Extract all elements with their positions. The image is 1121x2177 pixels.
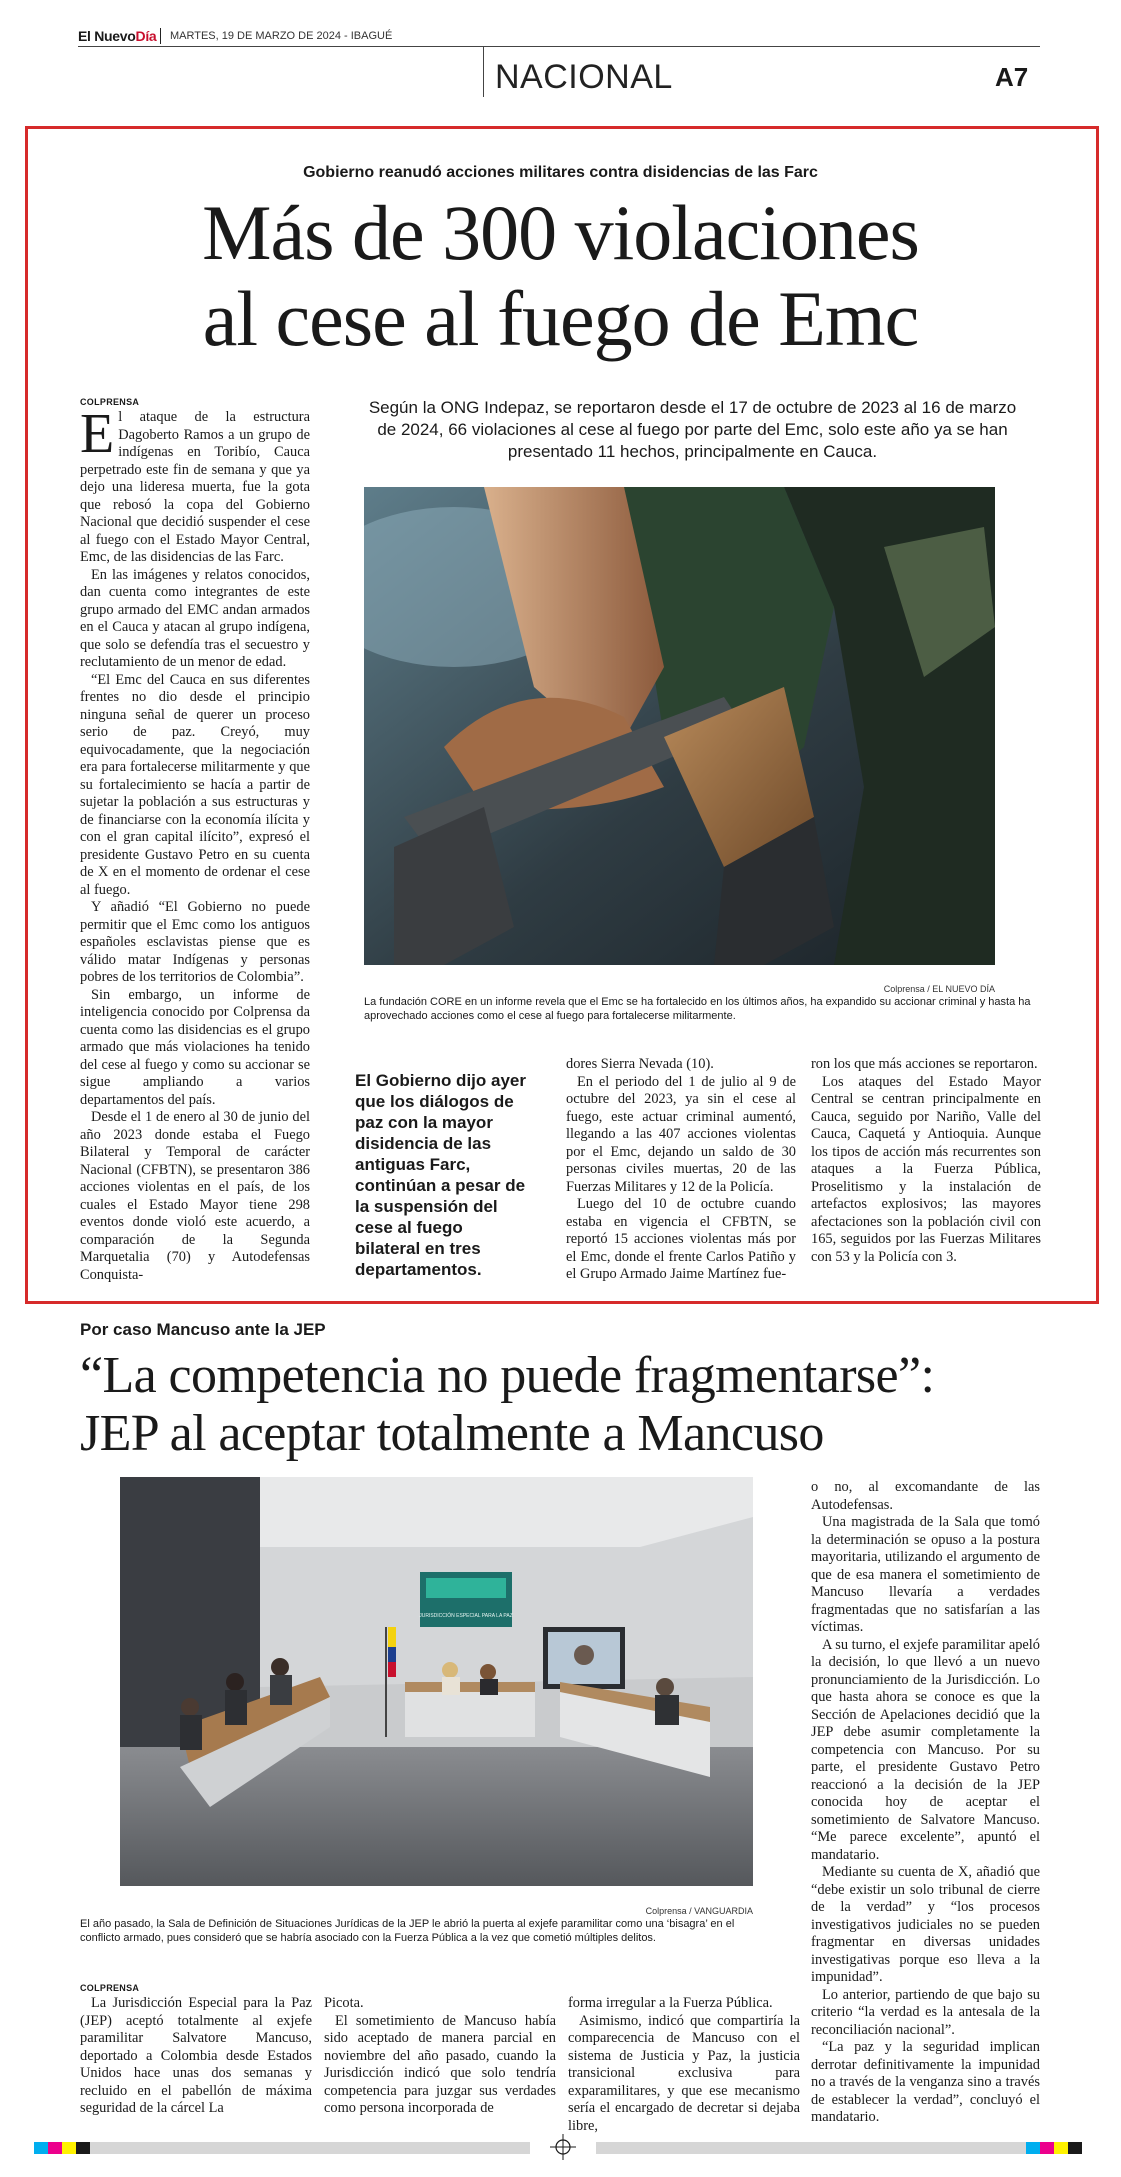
article2-paragraph: “La paz y la seguridad implican derrotar definitivamente la impunidad no a través de la venganza sino a través de establecer la verdad”, concluyó el mandatario. [811, 2039, 1040, 2125]
article2-caption: El año pasado, la Sala de Definición de Situaciones Jurídicas de la JEP le abrió la puerta al exjefe paramilitar como una ‘bisagra’ en el conflicto armado, pues consideró que se habría asociado con la Fuerza Pública a la vez que cometió múltiples delitos. [80, 1918, 735, 1944]
article2-photo-credit: Colprensa / VANGUARDIA [645, 1906, 753, 1916]
section-name: NACIONAL [495, 58, 673, 96]
header-separator [160, 28, 161, 44]
article2-paragraph: Asimismo, indicó que compartiría la comparecencia de Mancuso con el sistema de Justicia y Paz, la justicia transicional exclusiva para exparamilitares, y que ese mecanismo sería el encargado de decretar si dejaba libre, [568, 2012, 800, 2134]
article1-byline: COLPRENSA [80, 397, 140, 407]
article1-headline-line1: Más de 300 violaciones [202, 189, 919, 276]
registration-mark-icon [550, 2134, 576, 2160]
article2-column1 [80, 1995, 312, 2118]
article1-paragraph: Y añadió “El Gobierno no puede permitir que el Emc como los antiguos españoles esclavistas piense que es válido matar Indígenas y personas pobres de los territorios de Colombia”. [80, 899, 310, 985]
yellow-swatch [62, 2142, 76, 2154]
article1-paragraph: “El Emc del Cauca en sus diferentes frentes no dio desde el principio ninguna señal de querer un proceso serio de paz. Creyó, muy equivocadamente, que la negociación era para fortalecerse militarmente y que su fortalecimiento se hacía a partir de sujetar la población a sus estructuras y de financiarse con la economía ilícita y con el gran capital ilícito”, expresó el presidente Gustavo Petro en su cuenta de X en el momento de ordenar el cese al fuego. [80, 671, 310, 898]
logo-text-left: El Nuevo [78, 28, 136, 44]
article1-column3 [566, 1056, 796, 1284]
article2-column-right [811, 1479, 1040, 2127]
article1-headline [80, 190, 1041, 362]
article2-paragraph: forma irregular a la Fuerza Pública. [568, 1995, 773, 2011]
article2-column3 [568, 1995, 800, 2135]
article1-paragraph: En las imágenes y relatos conocidos, dan cuenta como integrantes de este grupo armado del EMC andan armados en el Cauca y atacan al grupo indígena, que solo se defendía tras el secuestro y reclutamiento de un menor de edad. [80, 566, 310, 670]
article1-dropcap: E [80, 403, 115, 465]
article1-paragraph: dores Sierra Nevada (10). [566, 1056, 714, 1072]
article1-subtitle: Según la ONG Indepaz, se reportaron desde el 17 de octubre de 2023 al 16 de marzo de 2024, 66 violaciones al cese al fuego por parte del Emc, solo este año ya se han presentado 11 hechos, principalmente en Cauca. [368, 398, 1017, 461]
article2-byline: COLPRENSA [80, 1983, 140, 1993]
article1-paragraph: ron los que más acciones se reportaron. [811, 1056, 1038, 1072]
article1-caption: La fundación CORE en un informe revela que el Emc se ha fortalecido en los últimos años, ha expandido su accionar criminal y hasta ha aprovechado acciones como el cese al fuego para fortalecerse militarmente. [364, 996, 1031, 1022]
black-swatch [1068, 2142, 1082, 2154]
black-swatch [76, 2142, 90, 2154]
rifle-hand-image [364, 487, 995, 965]
article2-column2 [324, 1995, 556, 2118]
page-number: A7 [995, 62, 1029, 92]
article1-paragraph-text: l ataque de la estructura Dagoberto Ramos a un grupo de indígenas en Toribío, Cauca perpetrado este fin de semana y que ya dejo una lideresa muerta, fue la gota que rebosó la copa del Gobierno Nacional que decidió suspender el cese al fuego con el Estado Mayor Central, Emc, de las disidencias de las Farc. [80, 409, 310, 565]
article2-paragraph: Mediante su cuenta de X, añadió que “debe existir un solo tribunal de cierre de la verdad” y “los procesos investigativos judiciales no se pueden fragmentar en diversas unidades investigativas porque eso lleva a la impunidad”. [811, 1864, 1040, 1985]
cyan-swatch [1026, 2142, 1040, 2154]
magenta-swatch [1040, 2142, 1054, 2154]
article1-column4 [811, 1056, 1041, 1266]
article1-paragraph: Luego del 10 de octubre cuando estaba en vigencia el CFBTN, se reportó 15 acciones violentas más por el Emc, donde el frente Carlos Patiño y el Grupo Armado Jaime Martínez fue- [566, 1196, 796, 1282]
article1-pullquote: El Gobierno dijo ayer que los diálogos de paz con la mayor disidencia de las antiguas Farc, continúan a pesar de la suspensión del cese al fuego bilateral en tres departamentos. [355, 1071, 526, 1279]
article1-paragraph [80, 403, 310, 567]
article1-photo [364, 487, 995, 965]
article2-paragraph: Picota. [324, 1995, 364, 2011]
article1-paragraph: En el periodo del 1 de julio al 9 de octubre del 2023, ya sin el cese al fuego, este actuar criminal aumentó, llegando a las 407 acciones violentas por el Emc, dejando un saldo de 30 personas civiles muertas, 20 de las Fuerzas Militares y 12 de la Policía. [566, 1073, 796, 1195]
gray-swatch [596, 2142, 1026, 2154]
article1-paragraph: Desde el 1 de enero al 30 de junio del año 2023 donde estaba el Fuego Bilateral y Temporal de carácter Nacional (CFBTN), se presentaron 386 acciones violentas en el país, de los cuales el Estado Mayor tiene 298 eventos donde violó este acuerdo, a comparación de la Segunda Marquetalia (70) y Autodefensas Conquista- [80, 1109, 310, 1283]
logo-text-right: Día [135, 28, 157, 44]
jep-screen-text: JURISDICCIÓN ESPECIAL PARA LA PAZ [419, 1613, 513, 1619]
article1-column1 [80, 403, 310, 1284]
article1-photo-credit: Colprensa / EL NUEVO DÍA [883, 984, 995, 994]
cyan-swatch [34, 2142, 48, 2154]
article2-paragraph: Una magistrada de la Sala que tomó la determinación se opuso a la postura mayoritaria, utilizando el argumento de que de esa manera el sometimiento de Mancuso llevaría a verdades fragmentadas que no satisfarían a las víctimas. [811, 1514, 1040, 1635]
article1-kicker: Gobierno reanudó acciones militares contra disidencias de las Farc [303, 164, 818, 181]
article2-photo [120, 1477, 753, 1886]
gray-swatch [90, 2142, 530, 2154]
article2-kicker: Por caso Mancuso ante la JEP [80, 1320, 326, 1339]
newspaper-logo [78, 28, 156, 44]
issue-date: MARTES, 19 DE MARZO DE 2024 - IBAGUÉ [170, 30, 393, 42]
article1-paragraph: Sin embargo, un informe de inteligencia conocido por Colprensa da cuenta como las disidencias es el grupo armado que más violaciones ha tenido del cese al fuego y como su accionar se sigue ampliando a varios departamentos del país. [80, 986, 310, 1108]
article2-paragraph: A su turno, el exjefe paramilitar apeló la decisión, lo que llevó a un nuevo pronunciamiento de la Jurisdicción. Lo que hasta ahora se conoce es que la Sección de Apelaciones decidió que la JEP debe asumir completamente la competencia con Mancuso. Por su parte, el presidente Gustavo Petro reaccionó a la decisión de la JEP conocida hoy de aceptar el sometimiento de Salvatore Mancuso. “Me parece excelente”, apuntó el mandatario. [811, 1636, 1040, 1863]
article2-paragraph: Lo anterior, partiendo de que bajo su criterio “la verdad es la antesala de la reconciliación nacional”. [811, 1986, 1040, 2038]
yellow-swatch [1054, 2142, 1068, 2154]
article1-headline-line2: al cese al fuego de Emc [202, 275, 919, 362]
article2-headline-line1: “La competencia no puede fragmentarse”: [80, 1347, 935, 1404]
article1-paragraph: Los ataques del Estado Mayor Central se centran principalmente en Cauca, seguido por Nariño, Valle del Cauca, Caquetá y Antioquia. Aunque los tipos de acción más recurrentes son ataques a la Fuerza Pública, Proselitismo y la instalación de artefactos explosivos; las mayores afectaciones son la población civil con 165, seguidos por las Fuerzas Militares con 53 y la Policía con 3. [811, 1073, 1041, 1265]
article2-paragraph: El sometimiento de Mancuso había sido aceptado de manera parcial en noviembre del año pasado, cuando la Jurisdicción indicó que solo tendría competencia para juzgar sus verdades como persona incorporada de [324, 2012, 556, 2116]
article2-paragraph: La Jurisdicción Especial para la Paz (JEP) aceptó totalmente al exjefe paramilitar Salvatore Mancuso, deportado a Colombia desde Estados Unidos hace unas dos semanas y recluido en el pabellón de máxima seguridad de la cárcel La [80, 1995, 312, 2116]
jep-hearing-image [120, 1477, 753, 1886]
magenta-swatch [48, 2142, 62, 2154]
header-rule [78, 46, 1040, 47]
article2-paragraph: o no, al excomandante de las Autodefensas. [811, 1479, 1040, 1513]
article2-headline-line2: JEP al aceptar totalmente a Mancuso [80, 1405, 824, 1462]
article2-headline [80, 1347, 1080, 1463]
section-divider [483, 47, 484, 97]
